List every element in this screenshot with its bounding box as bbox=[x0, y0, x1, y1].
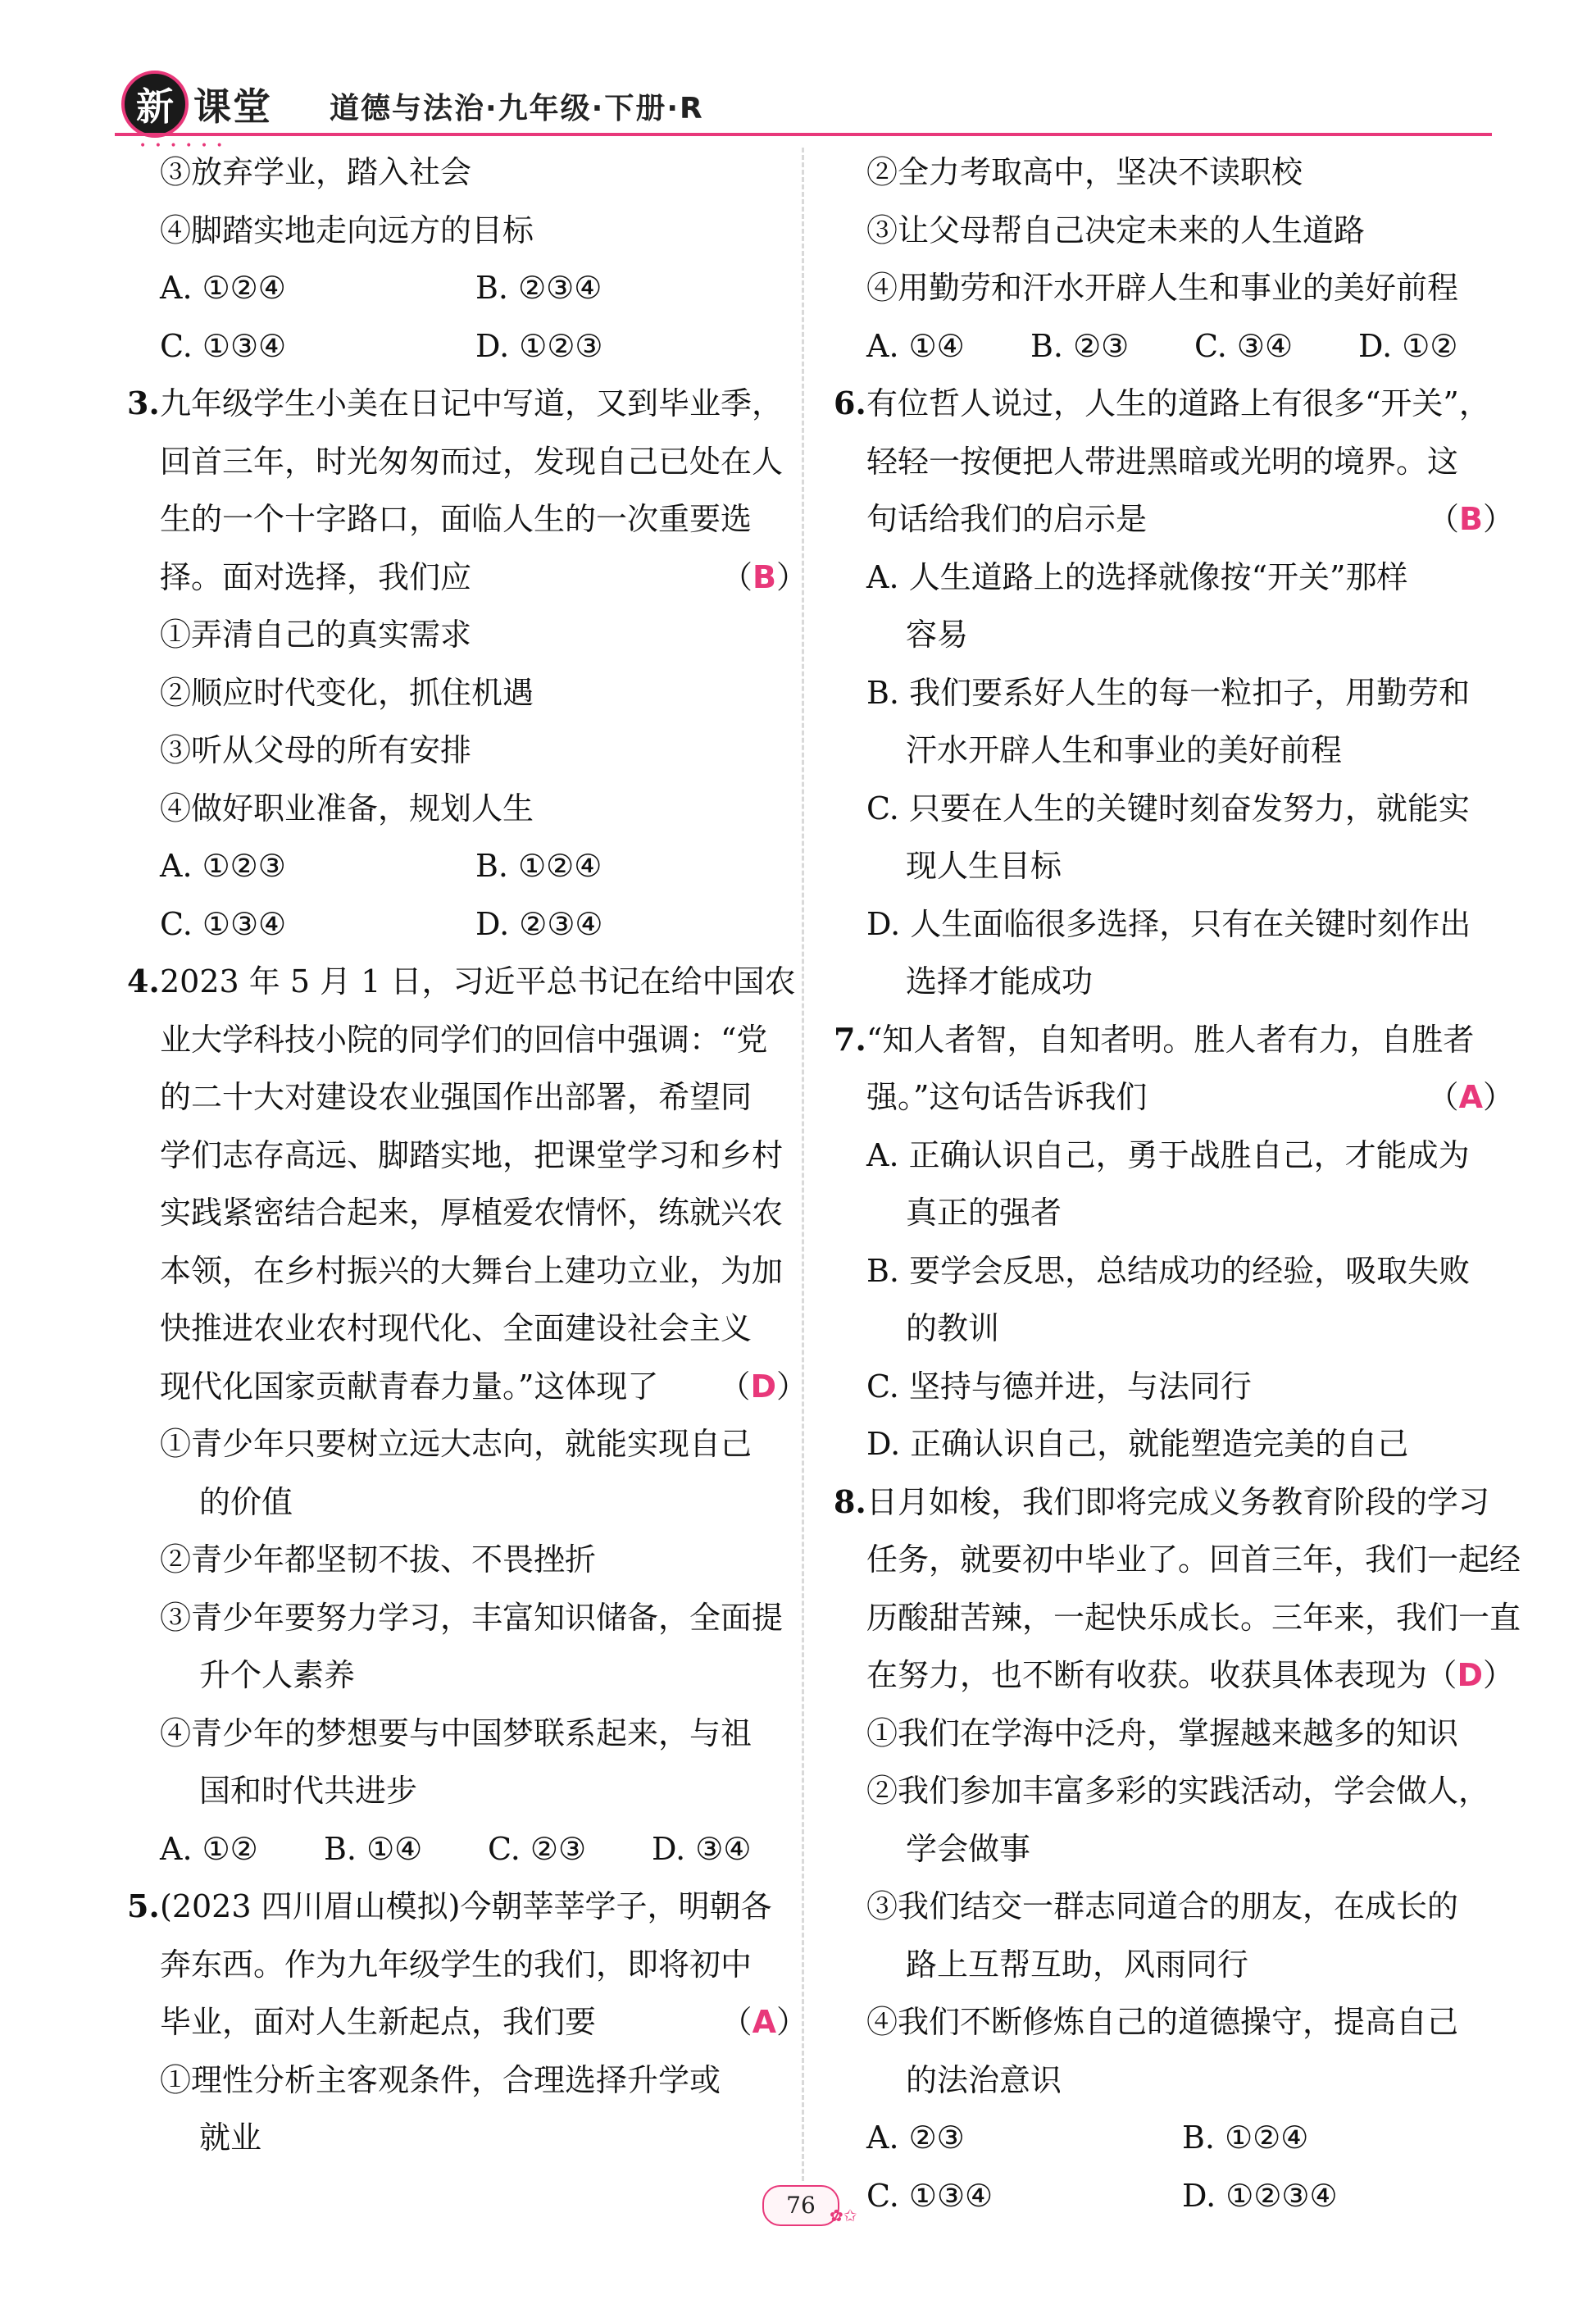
brand-logo bbox=[121, 75, 272, 133]
stem-line: 快推进农业农村现代化、全面建设社会主义 bbox=[160, 1310, 753, 1346]
choice: D. ②③④ bbox=[475, 905, 603, 942]
stem-line: 本领，在乡村振兴的大舞台上建功立业，为加 bbox=[160, 1252, 784, 1289]
answer-bracket bbox=[1428, 1068, 1514, 1127]
choice: C. ③④ bbox=[1194, 327, 1294, 364]
question-6 bbox=[834, 375, 1522, 433]
choice: A. ②③ bbox=[866, 2120, 965, 2156]
option-line: 就业 bbox=[199, 2120, 262, 2156]
answer-letter: A bbox=[752, 2004, 776, 2040]
stem-text: 在努力，也不断有收获。收获具体表现为 bbox=[866, 1657, 1428, 1693]
stem-line: 回首三年，时光匆匆而过，发现自己已处在人 bbox=[160, 443, 784, 480]
stem-line bbox=[866, 490, 1522, 549]
answer-bracket bbox=[1425, 1646, 1514, 1705]
choice: D. ③④ bbox=[652, 1830, 752, 1867]
stem-line bbox=[160, 1358, 816, 1416]
option-line: ③青少年要努力学习，丰富知识储备，全面提 bbox=[160, 1599, 784, 1636]
choice: D. ①②③④ bbox=[1182, 2177, 1338, 2214]
answer-letter: D bbox=[1457, 1657, 1483, 1693]
option-line: C. 只要在人生的关键时刻奋发努力，就能实 bbox=[866, 790, 1470, 826]
option-line: ①青少年只要树立远大志向，就能实现自己 bbox=[160, 1426, 753, 1462]
option-line: ②全力考取高中，坚决不读职校 bbox=[866, 154, 1303, 190]
option-line: 的教训 bbox=[906, 1310, 1000, 1346]
stem-line bbox=[866, 1068, 1522, 1127]
option-line: ②顺应时代变化，抓住机遇 bbox=[160, 674, 534, 711]
header-rule bbox=[115, 133, 1492, 136]
stem-line bbox=[160, 549, 816, 607]
question-number: 4. bbox=[127, 963, 160, 999]
bracket-close: ） bbox=[775, 558, 807, 595]
option-line: A. 正确认识自己，勇于战胜自己，才能成为 bbox=[866, 1136, 1470, 1173]
bracket-open: （ bbox=[719, 1368, 751, 1405]
choice-row bbox=[866, 2167, 1522, 2225]
option-line: ④用勤劳和汗水开辟人生和事业的美好前程 bbox=[866, 270, 1459, 306]
option-line: B. 我们要系好人生的每一粒扣子，用勤劳和 bbox=[866, 674, 1471, 711]
choice: C. ②③ bbox=[488, 1830, 587, 1867]
choice: D. ①②③ bbox=[475, 327, 603, 364]
question-7 bbox=[834, 1011, 1522, 1069]
stem-line: 生的一个十字路口，面临人生的一次重要选 bbox=[160, 501, 753, 537]
question-number: 8. bbox=[834, 1482, 866, 1520]
choice-row bbox=[160, 895, 816, 954]
option-line: 的价值 bbox=[199, 1483, 293, 1520]
stem-text: 九年级学生小美在日记中写道，又到毕业季， bbox=[160, 385, 784, 421]
stem-line: 实践紧密结合起来，厚植爱农情怀，练就兴农 bbox=[160, 1195, 784, 1231]
question-number: 3. bbox=[127, 385, 160, 421]
choice: B. ②③ bbox=[1030, 327, 1130, 364]
answer-bracket bbox=[1428, 490, 1514, 549]
option-line: ①弄清自己的真实需求 bbox=[160, 617, 472, 653]
choice: C. ①③④ bbox=[160, 327, 287, 364]
logo-badge: 新 bbox=[121, 71, 189, 138]
option-line: ②青少年都坚韧不拔、不畏挫折 bbox=[160, 1541, 597, 1578]
option-line: B. 要学会反思，总结成功的经验，吸取失败 bbox=[866, 1252, 1471, 1289]
stem-line: 奔东西。作为九年级学生的我们，即将初中 bbox=[160, 1946, 753, 1983]
option-line: ④我们不断修炼自己的道德操守，提高自己 bbox=[866, 2004, 1459, 2040]
answer-letter: B bbox=[753, 558, 776, 595]
choice: A. ①②④ bbox=[160, 270, 286, 306]
option-line: D. 正确认识自己，就能塑造完美的自己 bbox=[866, 1426, 1409, 1462]
option-line: 真正的强者 bbox=[906, 1195, 1062, 1231]
stem-text: 毕业，面对人生新起点，我们要 bbox=[160, 2004, 597, 2040]
option-line: C. 坚持与德并进，与法同行 bbox=[866, 1368, 1252, 1405]
choice: B. ①④ bbox=[324, 1830, 423, 1867]
stem-text: 句话给我们的启示是 bbox=[866, 501, 1148, 537]
header-dots: • • • • • • bbox=[139, 139, 225, 153]
stem-text: 2023 年 5 月 1 日，习近平总书记在给中国农 bbox=[160, 963, 796, 999]
option-line: ④做好职业准备，规划人生 bbox=[160, 790, 534, 826]
choice-row bbox=[866, 2109, 1522, 2167]
option-line: 国和时代共进步 bbox=[199, 1773, 418, 1809]
stem-line bbox=[866, 1646, 1522, 1705]
answer-bracket bbox=[721, 549, 807, 607]
choice: B. ①②④ bbox=[1182, 2120, 1309, 2156]
option-line: D. 人生面临很多选择，只有在关键时刻作出 bbox=[866, 905, 1471, 942]
stem-line: 历酸甜苦辣，一起快乐成长。三年来，我们一直 bbox=[866, 1599, 1521, 1636]
question-8 bbox=[834, 1473, 1522, 1532]
option-line: 的法治意识 bbox=[906, 2061, 1062, 2098]
stem-line: 的二十大对建设农业强国作出部署，希望同 bbox=[160, 1079, 753, 1115]
page-number: 76 bbox=[762, 2185, 839, 2226]
question-number: 7. bbox=[834, 1020, 866, 1058]
option-line: A. 人生道路上的选择就像按“开关”那样 bbox=[866, 558, 1408, 595]
choice: A. ①②③ bbox=[160, 848, 286, 884]
bracket-open: （ bbox=[721, 558, 753, 595]
bracket-close: ） bbox=[775, 1368, 807, 1405]
question-3 bbox=[127, 375, 816, 433]
option-line: ③让父母帮自己决定未来的人生道路 bbox=[866, 212, 1366, 248]
option-line: 容易 bbox=[906, 617, 969, 653]
question-number: 6. bbox=[834, 385, 866, 421]
answer-letter: D bbox=[750, 1368, 776, 1405]
option-line: 路上互帮互助，风雨同行 bbox=[906, 1946, 1249, 1983]
option-line: 汗水开辟人生和事业的美好前程 bbox=[906, 732, 1343, 768]
page-header bbox=[115, 75, 1492, 153]
choice-row bbox=[866, 317, 1522, 376]
stem-text: (2023 四川眉山模拟)今朝莘莘学子，明朝各 bbox=[160, 1888, 772, 1924]
bracket-open: （ bbox=[1425, 1657, 1457, 1693]
choice: A. ①② bbox=[160, 1830, 258, 1867]
option-line: ④脚踏实地走向远方的目标 bbox=[160, 212, 534, 248]
answer-letter: B bbox=[1459, 501, 1483, 537]
option-line: ③听从父母的所有安排 bbox=[160, 732, 472, 768]
choice: A. ①④ bbox=[866, 327, 965, 364]
choice: C. ①③④ bbox=[160, 905, 287, 942]
choice-row bbox=[160, 837, 816, 895]
option-line: ③放弃学业，踏入社会 bbox=[160, 154, 472, 190]
option-line: ①我们在学海中泛舟，掌握越来越多的知识 bbox=[866, 1714, 1459, 1751]
stem-line: 轻轻一按便把人带进黑暗或光明的境界。这 bbox=[866, 443, 1459, 480]
bracket-open: （ bbox=[721, 2004, 753, 2040]
stem-text: 强。”这句话告诉我们 bbox=[866, 1079, 1148, 1115]
question-4 bbox=[127, 953, 816, 1011]
stem-text: 有位哲人说过，人生的道路上有很多“开关”， bbox=[866, 385, 1490, 421]
bracket-close: ） bbox=[775, 2004, 807, 2040]
stem-text: 择。面对选择，我们应 bbox=[160, 558, 472, 595]
stem-text: 现代化国家贡献青春力量。”这体现了 bbox=[160, 1368, 659, 1405]
option-line: 升个人素养 bbox=[199, 1657, 356, 1693]
choice-row bbox=[160, 317, 816, 376]
bracket-close: ） bbox=[1482, 501, 1514, 537]
option-line: ④青少年的梦想要与中国梦联系起来，与祖 bbox=[160, 1714, 753, 1751]
option-line: ③我们结交一群志同道合的朋友，在成长的 bbox=[866, 1888, 1459, 1924]
choice-row bbox=[160, 1820, 816, 1878]
choice-row bbox=[160, 259, 816, 317]
choice: D. ①② bbox=[1358, 327, 1458, 364]
answer-bracket bbox=[719, 1358, 807, 1416]
stem-text: 日月如梭，我们即将完成义务教育阶段的学习 bbox=[866, 1483, 1490, 1520]
book-subject: 道德与法治·九年级·下册·R bbox=[330, 92, 704, 125]
star-decoration-icon: ✿✩ bbox=[830, 2206, 857, 2225]
answer-letter: A bbox=[1458, 1079, 1483, 1115]
bracket-open: （ bbox=[1428, 501, 1460, 537]
left-column bbox=[127, 143, 816, 2167]
stem-line: 学们志存高远、脚踏实地，把课堂学习和乡村 bbox=[160, 1136, 784, 1173]
bracket-open: （ bbox=[1427, 1079, 1459, 1115]
option-line: 选择才能成功 bbox=[906, 963, 1094, 999]
stem-text: “知人者智，自知者明。胜人者有力，自胜者 bbox=[866, 1021, 1475, 1058]
right-column bbox=[834, 143, 1522, 2224]
bracket-close: ） bbox=[1482, 1657, 1514, 1693]
logo-text: 课堂 bbox=[193, 84, 272, 129]
answer-bracket bbox=[721, 1993, 807, 2051]
choice: C. ①③④ bbox=[866, 2177, 994, 2214]
choice: B. ①②④ bbox=[475, 848, 602, 884]
option-line: 学会做事 bbox=[906, 1830, 1031, 1867]
bracket-close: ） bbox=[1482, 1079, 1514, 1115]
stem-line: 任务，就要初中毕业了。回首三年，我们一起经 bbox=[866, 1541, 1521, 1578]
choice: B. ②③④ bbox=[475, 270, 602, 306]
option-line: ②我们参加丰富多彩的实践活动，学会做人， bbox=[866, 1773, 1490, 1809]
question-5 bbox=[127, 1878, 816, 1936]
option-line: 现人生目标 bbox=[906, 848, 1062, 884]
stem-line: 业大学科技小院的同学们的回信中强调：“党 bbox=[160, 1021, 768, 1058]
stem-line bbox=[160, 1993, 816, 2051]
question-number: 5. bbox=[127, 1887, 160, 1924]
option-line: ①理性分析主客观条件，合理选择升学或 bbox=[160, 2061, 721, 2098]
